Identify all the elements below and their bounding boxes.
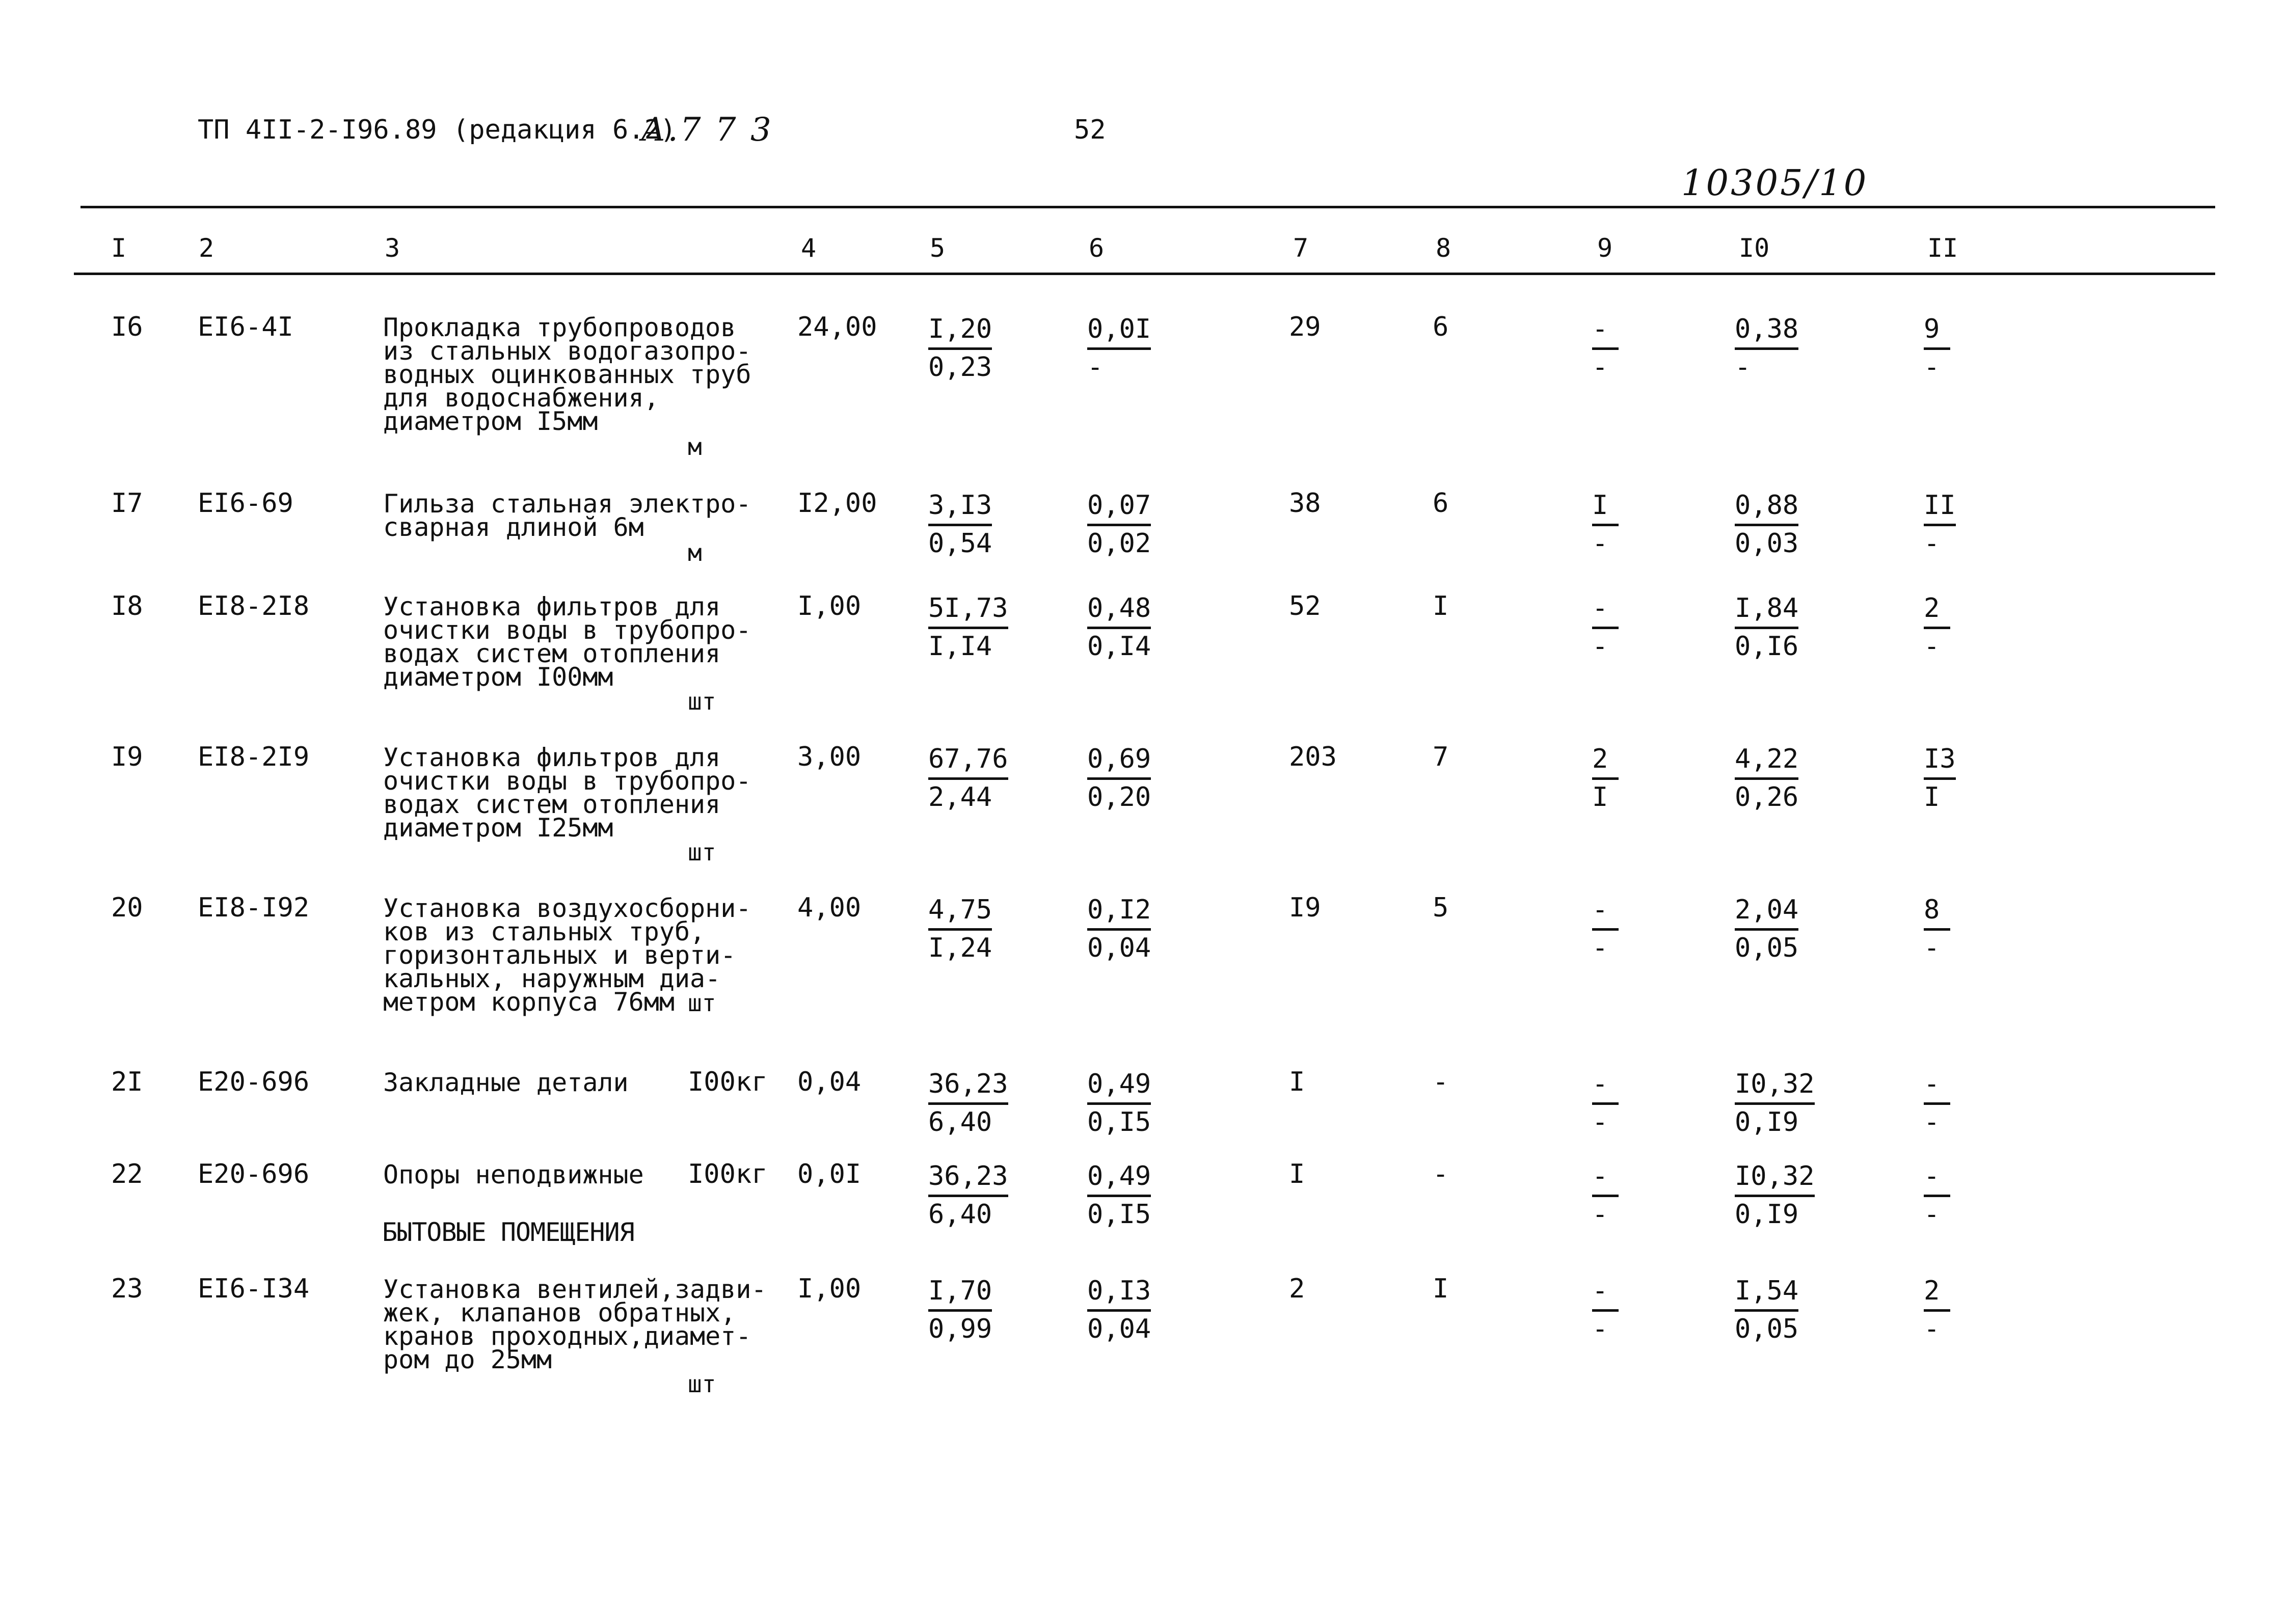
c11-top: 8 xyxy=(1924,892,1950,931)
quantity: 4,00 xyxy=(797,892,862,923)
col-7-value: 38 xyxy=(1289,488,1321,519)
c6-top: 0,69 xyxy=(1087,742,1151,780)
c11-top: 9 xyxy=(1924,312,1950,350)
c11-bottom: - xyxy=(1924,933,1940,963)
c9-bottom: - xyxy=(1592,528,1608,559)
c11-bottom: I xyxy=(1924,782,1940,813)
c10-top: 0,38 xyxy=(1735,312,1798,350)
work-description: Установка вентилей,задви- жек, клапанов обратных, кранов проходных,диамет- ром до 25мм xyxy=(383,1275,767,1374)
rate-code: EI8-I92 xyxy=(198,892,310,923)
c5-top: I,70 xyxy=(928,1274,992,1312)
c5-bottom: 6,40 xyxy=(928,1199,992,1230)
unit-label: м xyxy=(688,539,702,566)
row-number: 2I xyxy=(111,1067,143,1097)
col-header-2: 2 xyxy=(199,233,214,263)
row-number: I9 xyxy=(111,742,143,772)
col-7-value: 2 xyxy=(1289,1274,1305,1304)
quantity: 0,0I xyxy=(797,1159,862,1189)
c5-fraction xyxy=(928,1274,992,1346)
c11-top: 2 xyxy=(1924,1274,1950,1312)
work-description: Прокладка трубопроводов из стальных водогазопро- водных оцинкованных труб для водоснабжения, диаметром I5мм xyxy=(383,313,751,436)
row-number: 22 xyxy=(111,1159,143,1189)
c5-fraction xyxy=(928,1159,1008,1232)
c6-bottom: 0,04 xyxy=(1087,933,1151,963)
c9-top: - xyxy=(1592,1067,1619,1105)
c9-bottom: - xyxy=(1592,1199,1608,1230)
top-rule xyxy=(80,206,2215,208)
c11-top: 2 xyxy=(1924,591,1950,629)
document-reference: ТП 4II-2-I96.89 (редакция 6.2) xyxy=(198,115,677,145)
c10-fraction xyxy=(1735,1159,1815,1232)
row-number: 20 xyxy=(111,892,143,923)
c5-bottom: 0,99 xyxy=(928,1314,992,1344)
page-number: 52 xyxy=(1074,115,1106,145)
c5-fraction xyxy=(928,488,992,561)
col-8-value: 6 xyxy=(1433,488,1449,519)
c9-fraction xyxy=(1592,591,1619,664)
c9-top: 2 xyxy=(1592,742,1619,780)
c6-top: 0,07 xyxy=(1087,488,1151,526)
quantity: 0,04 xyxy=(797,1067,862,1097)
c5-top: 4,75 xyxy=(928,892,992,931)
c11-top: I3 xyxy=(1924,742,1956,780)
c5-fraction xyxy=(928,312,992,385)
c6-top: 0,I3 xyxy=(1087,1274,1151,1312)
handwritten-code: 10305/10 xyxy=(1681,162,1869,204)
c5-top: 5I,73 xyxy=(928,591,1008,629)
unit-label: шт xyxy=(688,1370,716,1398)
c6-fraction xyxy=(1087,312,1151,385)
col-header-7: 7 xyxy=(1293,233,1309,263)
col-7-value: I xyxy=(1289,1159,1305,1189)
col-7-value: I9 xyxy=(1289,892,1321,923)
c10-fraction xyxy=(1735,1067,1815,1140)
c10-top: 0,88 xyxy=(1735,488,1798,526)
c10-fraction xyxy=(1735,892,1798,965)
work-description: Опоры неподвижные xyxy=(383,1160,644,1189)
col-header-5: 5 xyxy=(930,233,946,263)
c10-bottom: 0,I6 xyxy=(1735,631,1799,662)
rate-code: EI6-69 xyxy=(198,488,293,519)
c11-fraction xyxy=(1924,1067,1950,1140)
c9-bottom: - xyxy=(1592,1314,1608,1344)
c5-fraction xyxy=(928,742,1008,815)
c10-fraction xyxy=(1735,591,1798,664)
c10-bottom: - xyxy=(1735,352,1751,383)
c6-fraction xyxy=(1087,1067,1151,1140)
rate-code: EI6-I34 xyxy=(198,1274,310,1304)
c9-top: - xyxy=(1592,591,1619,629)
c11-top: II xyxy=(1924,488,1956,526)
c6-bottom: 0,I4 xyxy=(1087,631,1151,662)
c6-fraction xyxy=(1087,488,1151,561)
col-7-value: 29 xyxy=(1289,312,1321,342)
c6-top: 0,48 xyxy=(1087,591,1151,629)
rate-code: EI6-4I xyxy=(198,312,293,342)
c5-bottom: I,24 xyxy=(928,933,992,963)
c10-fraction xyxy=(1735,312,1798,385)
c11-bottom: - xyxy=(1924,1314,1940,1344)
c11-fraction xyxy=(1924,591,1950,664)
c11-fraction xyxy=(1924,488,1956,561)
c6-bottom: 0,04 xyxy=(1087,1314,1151,1344)
c9-fraction xyxy=(1592,1159,1619,1232)
col-8-value: 5 xyxy=(1433,892,1449,923)
c6-top: 0,49 xyxy=(1087,1067,1151,1105)
c10-bottom: 0,I9 xyxy=(1735,1199,1799,1230)
c5-top: I,20 xyxy=(928,312,992,350)
rate-code: EI8-2I8 xyxy=(198,591,310,621)
c6-bottom: 0,I5 xyxy=(1087,1107,1151,1138)
c11-fraction xyxy=(1924,892,1950,965)
c9-bottom: I xyxy=(1592,782,1608,813)
c9-bottom: - xyxy=(1592,1107,1608,1138)
c6-bottom: 0,02 xyxy=(1087,528,1151,559)
c10-top: 2,04 xyxy=(1735,892,1798,931)
col-header-11: II xyxy=(1927,233,1958,263)
quantity: 3,00 xyxy=(797,742,862,772)
unit-label: шт xyxy=(688,989,716,1017)
row-number: I7 xyxy=(111,488,143,519)
section-title: БЫТОВЫЕ ПОМЕЩЕНИЯ xyxy=(382,1217,634,1247)
c6-fraction xyxy=(1087,742,1151,815)
header-bottom-rule xyxy=(74,273,2215,275)
rate-code: EI8-2I9 xyxy=(198,742,310,772)
col-7-value: I xyxy=(1289,1067,1305,1097)
c5-bottom: 0,54 xyxy=(928,528,992,559)
col-header-10: I0 xyxy=(1739,233,1770,263)
c10-top: I,84 xyxy=(1735,591,1798,629)
c5-bottom: 0,23 xyxy=(928,352,992,383)
c9-top: - xyxy=(1592,1159,1619,1197)
unit-label: I00кг xyxy=(688,1067,768,1097)
handwritten-mark: А.7 7 3 xyxy=(641,111,773,149)
c9-fraction xyxy=(1592,892,1619,965)
c5-top: 36,23 xyxy=(928,1159,1008,1197)
rate-code: E20-696 xyxy=(198,1067,310,1097)
c6-bottom: - xyxy=(1087,352,1104,383)
col-header-1: I xyxy=(111,233,127,263)
quantity: I,00 xyxy=(797,1274,862,1304)
c6-bottom: 0,20 xyxy=(1087,782,1151,813)
c10-top: I0,32 xyxy=(1735,1067,1815,1105)
c6-fraction xyxy=(1087,1159,1151,1232)
c5-top: 67,76 xyxy=(928,742,1008,780)
c10-top: I,54 xyxy=(1735,1274,1798,1312)
c5-fraction xyxy=(928,892,992,965)
c6-fraction xyxy=(1087,591,1151,664)
c10-bottom: 0,03 xyxy=(1735,528,1799,559)
quantity: 24,00 xyxy=(797,312,877,342)
col-8-value: 6 xyxy=(1433,312,1449,342)
c6-top: 0,49 xyxy=(1087,1159,1151,1197)
c5-bottom: 6,40 xyxy=(928,1107,992,1138)
c6-top: 0,0I xyxy=(1087,312,1151,350)
unit-label: шт xyxy=(688,688,716,715)
c11-fraction xyxy=(1924,1159,1950,1232)
col-8-value: - xyxy=(1433,1159,1449,1189)
col-header-6: 6 xyxy=(1089,233,1105,263)
c10-top: I0,32 xyxy=(1735,1159,1815,1197)
c9-top: - xyxy=(1592,892,1619,931)
c11-fraction xyxy=(1924,1274,1950,1346)
c9-fraction xyxy=(1592,1067,1619,1140)
work-description: Установка фильтров для очистки воды в трубопро- водах систем отопления диаметром I00мм xyxy=(383,592,751,692)
c9-fraction xyxy=(1592,312,1619,385)
work-description: Закладные детали xyxy=(383,1068,629,1097)
c10-bottom: 0,05 xyxy=(1735,933,1799,963)
c5-fraction xyxy=(928,1067,1008,1140)
c9-fraction xyxy=(1592,742,1619,815)
c6-fraction xyxy=(1087,1274,1151,1346)
col-header-4: 4 xyxy=(801,233,817,263)
col-header-3: 3 xyxy=(385,233,400,263)
c6-bottom: 0,I5 xyxy=(1087,1199,1151,1230)
c9-fraction xyxy=(1592,1274,1619,1346)
unit-label: м xyxy=(688,433,702,461)
col-header-8: 8 xyxy=(1436,233,1451,263)
c10-top: 4,22 xyxy=(1735,742,1798,780)
c9-top: I xyxy=(1592,488,1619,526)
work-description: Установка фильтров для очистки воды в трубопро- водах систем отопления диаметром I25мм xyxy=(383,743,751,843)
c11-bottom: - xyxy=(1924,1199,1940,1230)
c9-top: - xyxy=(1592,312,1619,350)
quantity: I2,00 xyxy=(797,488,877,519)
work-description: Установка воздухосборни- ков из стальных труб, горизонтальных и верти- кальных, наружным диа- метром корпуса 76мм xyxy=(383,894,751,1017)
c5-top: 3,I3 xyxy=(928,488,992,526)
c11-top: - xyxy=(1924,1067,1950,1105)
col-header-9: 9 xyxy=(1597,233,1613,263)
row-number: I8 xyxy=(111,591,143,621)
work-description: Гильза стальная электро- сварная длиной 6м xyxy=(383,489,751,542)
c10-fraction xyxy=(1735,1274,1798,1346)
c10-bottom: 0,26 xyxy=(1735,782,1799,813)
col-8-value: - xyxy=(1433,1067,1449,1097)
c9-bottom: - xyxy=(1592,631,1608,662)
c9-fraction xyxy=(1592,488,1619,561)
rate-code: E20-696 xyxy=(198,1159,310,1189)
c11-top: - xyxy=(1924,1159,1950,1197)
unit-label: шт xyxy=(688,838,716,866)
col-8-value: 7 xyxy=(1433,742,1449,772)
col-7-value: 203 xyxy=(1289,742,1337,772)
quantity: I,00 xyxy=(797,591,862,621)
col-8-value: I xyxy=(1433,591,1449,621)
unit-label: I00кг xyxy=(688,1159,768,1189)
row-number: I6 xyxy=(111,312,143,342)
row-number: 23 xyxy=(111,1274,143,1304)
c10-bottom: 0,05 xyxy=(1735,1314,1799,1344)
c11-fraction xyxy=(1924,312,1950,385)
c9-bottom: - xyxy=(1592,352,1608,383)
c9-top: - xyxy=(1592,1274,1619,1312)
col-8-value: I xyxy=(1433,1274,1449,1304)
c6-fraction xyxy=(1087,892,1151,965)
c5-bottom: 2,44 xyxy=(928,782,992,813)
c11-bottom: - xyxy=(1924,1107,1940,1138)
c10-fraction xyxy=(1735,742,1798,815)
c10-fraction xyxy=(1735,488,1798,561)
c11-bottom: - xyxy=(1924,631,1940,662)
c11-bottom: - xyxy=(1924,352,1940,383)
c9-bottom: - xyxy=(1592,933,1608,963)
c11-bottom: - xyxy=(1924,528,1940,559)
c5-bottom: I,I4 xyxy=(928,631,992,662)
c6-top: 0,I2 xyxy=(1087,892,1151,931)
col-7-value: 52 xyxy=(1289,591,1321,621)
c10-bottom: 0,I9 xyxy=(1735,1107,1799,1138)
c5-top: 36,23 xyxy=(928,1067,1008,1105)
c11-fraction xyxy=(1924,742,1956,815)
c5-fraction xyxy=(928,591,1008,664)
